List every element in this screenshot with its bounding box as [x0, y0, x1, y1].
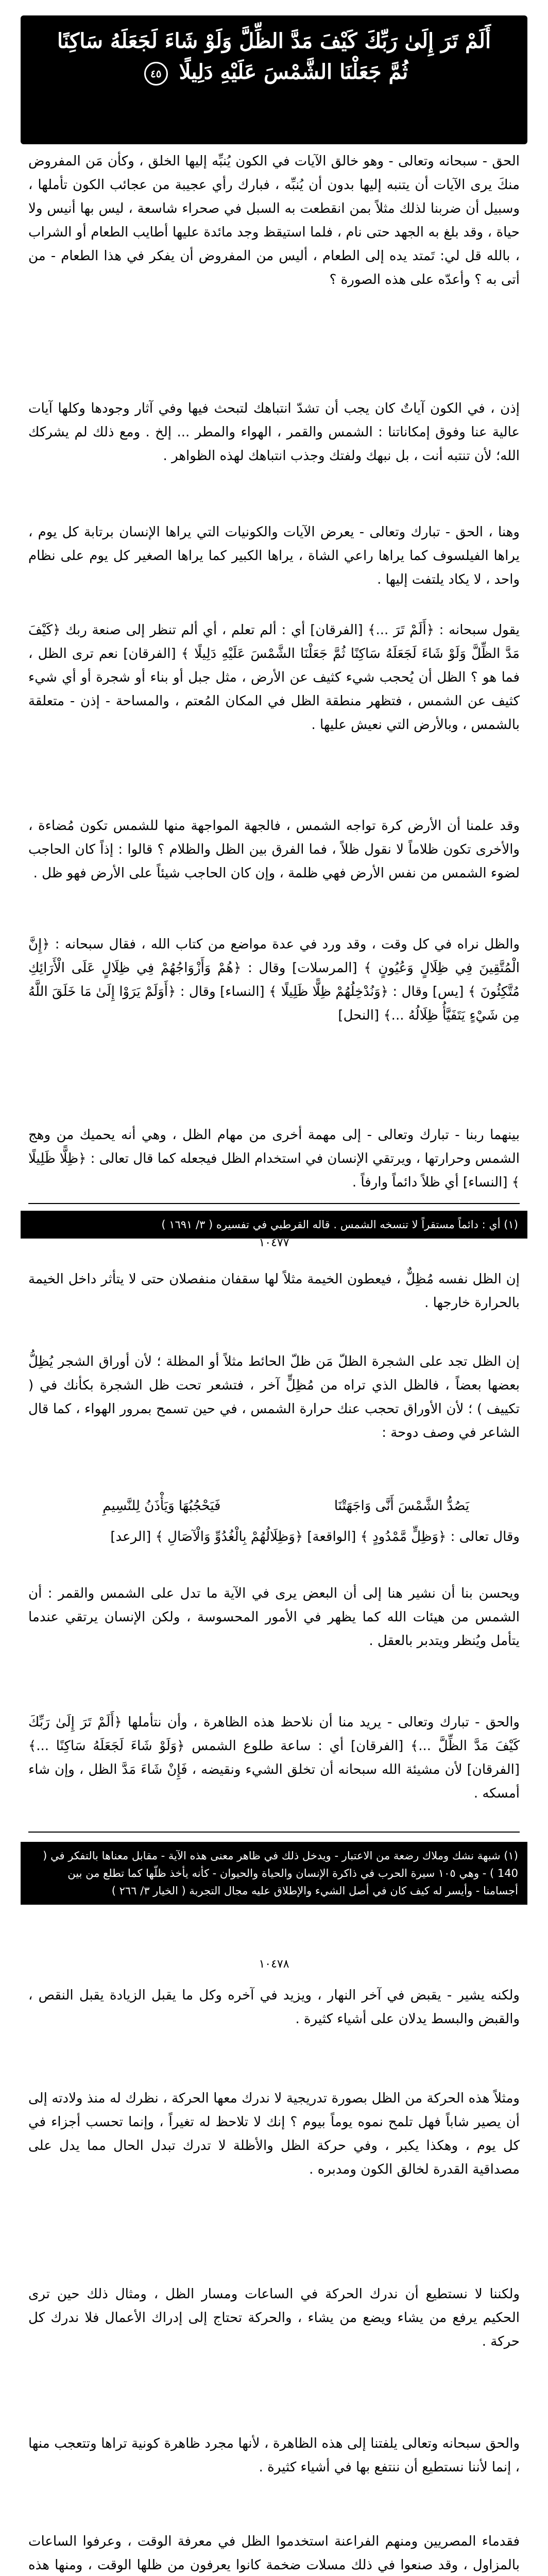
paragraph-7: بينهما ربنا - تبارك وتعالى - إلى مهمة أخرى من مهام الظل ، وهي أنه يحميك من وهج الشمس وحرارتها ، ويرتقي الإنسان في استخدام الظل فيجعله كما قال تعالى : ﴿ظِلًّا ظَلِيلًا ﴾ [النساء] أي ظلاً دائماً وارفاً .: [28, 1127, 520, 1190]
poem-line-1-a: يَصُدُّ الشَّمْسَ أَنَّى وَاجَهَتْنَا: [334, 1498, 470, 1514]
paragraph-9: إن الظل تجد على الشجرة الظلّ مَن ظلّ الحائط مثلاً أو المظلة ؛ لأن أوراق الشجر يُظِلُّ بعضها بعضاً ، فالظل الذي تراه من مُظِلٍّ آخر ، فتشعر تحت ظل الشجرة بكأنك في ( تكييف ) ؛ لأن الأوراق تحجب عنك حرارة الشمس ، في حين تسمح بمرور الهواء ، كما قال الشاعر في وصف دوحة :: [28, 1354, 520, 1440]
paragraph-14: ولكننا لا نستطيع أن ندرك الحركة في الساعات ومسار الظل ، ومثال ذلك حين ترى الحكيم يرفع من يشاء ويضع من يشاء ، والحركة تحتاج إلى إدراك الأعمال فلا ندرك كل حركة .: [28, 2286, 520, 2349]
paragraph-11: والحق - تبارك وتعالى - يريد منا أن نلاحظ هذه الظاهرة ، وأن نتأملها ﴿أَلَمْ تَرَ إِلَىٰ رَبِّكَ كَيْفَ مَدَّ الظِّلَّ ...﴾ [الفرقان] أي : ساعة طلوع الشمس ﴿وَلَوْ شَاءَ لَجَعَلَهُ سَاكِنًا ...﴾ [الفرقان] لأن مشيئة الله سبحانه أن تخلق الشيء ونقيضه ، فَإِنْ شَاءَ مَدَّ الظل ، وإن شاء أمسكه .: [28, 1715, 520, 1801]
paragraph-10: ويحسن بنا أن نشير هنا إلى أن البعض يرى في الآية ما تدل على الشمس والقمر : أن الشمس من هيئات الله كما يظهر في الأمور المحسوسة ، ولكن الإنسان يرتقي عندما يتأمل ويُنظر ويتدبر بالعقل .: [28, 1586, 520, 1649]
paragraph-16: فقدماء المصريين ومنهم الفراعنة استخدموا الظل في معرفة الوقت ، وعرفوا الساعات بالمزاول ، وقد صنعوا في ذلك مسلات ضخمة كانوا يعرفون من ظلها الوقت ، ومنها هذه: [28, 2534, 520, 2573]
paragraph-8: إن الظل نفسه مُظِلٌّ ، فيعطون الخيمة مثلاً لها سقفان منفصلان حتى لا يتأثر داخل الخيمة بالحرارة خارجها .: [28, 1272, 520, 1311]
paragraph-6: والظل نراه في كل وقت ، وقد ورد في عدة مواضع من كتاب الله ، فقال سبحانه : ﴿إِنَّ الْمُتَّقِينَ فِي ظِلَالٍ وَعُيُونٍ ﴾ [المرسلات] وقال : ﴿هُمْ وَأَزْوَاجُهُمْ فِي ظِلَالٍ عَلَى الْأَرَائِكِ مُتَّكِئُونَ ﴾ [يس] وقال : ﴿وَنُدْخِلُهُمْ ظِلًّا ظَلِيلًا ﴾ [النساء] وقال : ﴿أَوَلَمْ يَرَوْا إِلَىٰ مَا خَلَقَ اللَّهُ مِن شَيْءٍ يَتَفَيَّأُ ظِلَالُهُ ...﴾ [النحل]: [28, 937, 520, 1023]
paragraph-13: ومثلاً هذه الحركة من الظل بصورة تدريجية لا ندرك معها الحركة ، نظرك له منذ ولادته إلى أن يصير شاباً فهل تلمح نموه يوماً بيوم ؟ إنك لا تلاحظ له تغيراً ، وإنما تحسب أجزاء في كل يوم ، وهكذا يكبر ، وفي حركة الظل والأظلة لا تدرك تبدل الحال مما يدل على مصداقية القدرة لخالق الكون ومدبره .: [28, 2091, 520, 2177]
poem-verse: [28, 1494, 520, 1518]
verse-citation: وقال تعالى : ﴿وَظِلٍّ مَّمْدُودٍ ﴾ [الواقعة] ﴿وَظِلَالُهُمْ بِالْغُدُوِّ وَالْآصَالِ ﴾ [الرعد]: [110, 1529, 520, 1545]
footnote-separator-2: [28, 1832, 520, 1833]
poem-line-1-b: فَيَحْجُبُهَا وَيَأْذَنُ لِلنَّسِيمِ: [102, 1498, 221, 1514]
paragraph-12: ولكنه يشير - يقبض في آخر النهار ، ويزيد في آخره وكل ما يقبل الزيادة يقبل النقص ، والقبض والبسط يدلان على أشياء كثيرة .: [28, 1988, 520, 2027]
footnote-1: (١) أي : دائماً مستقراً لا تنسخه الشمس . قاله القرطبي في تفسيره ( ٣/ ١٦٩١ ): [21, 1211, 527, 1239]
verse-line-1: أَلَمْ تَرَ إِلَىٰ رَبِّكَ كَيْفَ مَدَّ الظِّلَّ وَلَوْ شَاءَ لَجَعَلَهُ سَاكِنًا: [57, 29, 491, 53]
paragraph-4: يقول سبحانه : ﴿أَلَمْ تَرَ ...﴾ [الفرقان] أي : ألم تعلم ، أي ألم تنظر إلى صنعة ربك ﴿كَيْفَ مَدَّ الظِّلَّ وَلَوْ شَاءَ لَجَعَلَهُ سَاكِنًا ثُمَّ جَعَلْنَا الشَّمْسَ عَلَيْهِ دَلِيلًا ﴾ [الفرقان] نعم ترى الظل ، فما هو ؟ الظل أن يُحجب شيء كثيف عن الأرض ، مثل جبل أو بناء أو شجرة أو أي شيء كثيف عن الشمس ، فتظهر منطقة الظل في المكان المُعتم ، والمساحة - إذن - متعلقة بالشمس ، وبالأرض التي نعيش عليها .: [28, 622, 520, 733]
page-number-1: ١٠٤٧٧: [259, 1236, 289, 1249]
verse-line-2-text: ثُمَّ جَعَلْنَا الشَّمْسَ عَلَيْهِ دَلِيلًا: [179, 60, 408, 84]
paragraph-2: إذن ، في الكون آياتٌ كان يجب أن تشدّ انتباهك لتبحث فيها وفي آثار وجودها وكلها آيات عالية عنا وفوق إمكاناتنا : الشمس والقمر ، الهواء والمطر ... إلخ . ومع ذلك لم يشركك الله؛ لأن تنتبه أنت ، بل نبهك ولفتك وجذب انتباهك لهذه الظواهر .: [28, 401, 520, 464]
paragraph-5: وقد علمنا أن الأرض كرة تواجه الشمس ، فالجهة المواجهة منها للشمس تكون مُضاءة ، والأخرى تكون ظلاماً لا نقول ظلاً ، فما الفرق بين الظل والظلام ؟ قالوا : إذاً كان الحاجب لضوء الشمس من نفس الأرض فهي ظلمة ، وإن كان الحاجب شيئاً على الأرض فهو ظل .: [28, 818, 520, 881]
verse-number-icon: ٤٥: [144, 62, 168, 86]
paragraph-1: الحق - سبحانه وتعالى - وهو خالق الآيات في الكون يُنبِّه إليها الخلق ، وكأن مَن المفروض منكَ يرى الآيات أن يتنبه إليها بدون أن يُنبِّه ، فبارك رأي عجيبة من عجائب الكون تأملها ، وسبيل أن ضربنا لذلك مثلاً بمن انقطعت به السبل في صحراء شاسعة ، ليس بها أنيس ولا حياة ، وقد بلغ به الجهد حتى نام ، فلما استيقظ وجد مائدة عليها أطايب الطعام أو الشراب ، بالله قل لي: تَمتد يده إلى الطعام ، أليس من المفروض أن يفكر في هذا الطعام - من أتى به ؟ وأعدّه على هذه الصورة ؟: [28, 154, 520, 287]
page-number-2: ١٠٤٧٨: [259, 1958, 289, 1971]
quran-verse-banner: [21, 15, 527, 144]
verse-line-2: [21, 57, 527, 88]
paragraph-3: وهنا ، الحق - تبارك وتعالى - يعرض الآيات والكونيات التي يراها الإنسان برتابة كل يوم ، يراها الفيلسوف كما يراها راعي الشاة ، يراها الكبير كما يراها الصغير كل يوم على نظام واحد ، لا يكاد يلتفت إليها .: [28, 524, 520, 587]
footnote-separator: [28, 1203, 520, 1204]
paragraph-15: والحق سبحانه وتعالى يلفتنا إلى هذه الظاهرة ، لأنها مجرد ظاهرة كونية تراها وتتعجب منها ، إنما لأننا نستطيع أن ننتفع بها في أشياء كثيرة .: [28, 2436, 520, 2475]
footnote-2: (١) شبهة نشك وملاك رضعة من الاعتبار - ويدخل ذلك في ظاهر معنى هذه الآية - مقابل معناها بالتفكر في ( 140 ) - وهي ١٠٥ سيرة الحرب في ذاكرة الإنسان والحياة والحيوان - كأنه يأخذ ظلّها كما تطلع من بين أجسامنا - وأيسر له كيف كان في أصل الشيء والإطلاق عليه مجال التجربة ( الخيار ٣/ ٢٦٦ ): [21, 1842, 527, 1905]
